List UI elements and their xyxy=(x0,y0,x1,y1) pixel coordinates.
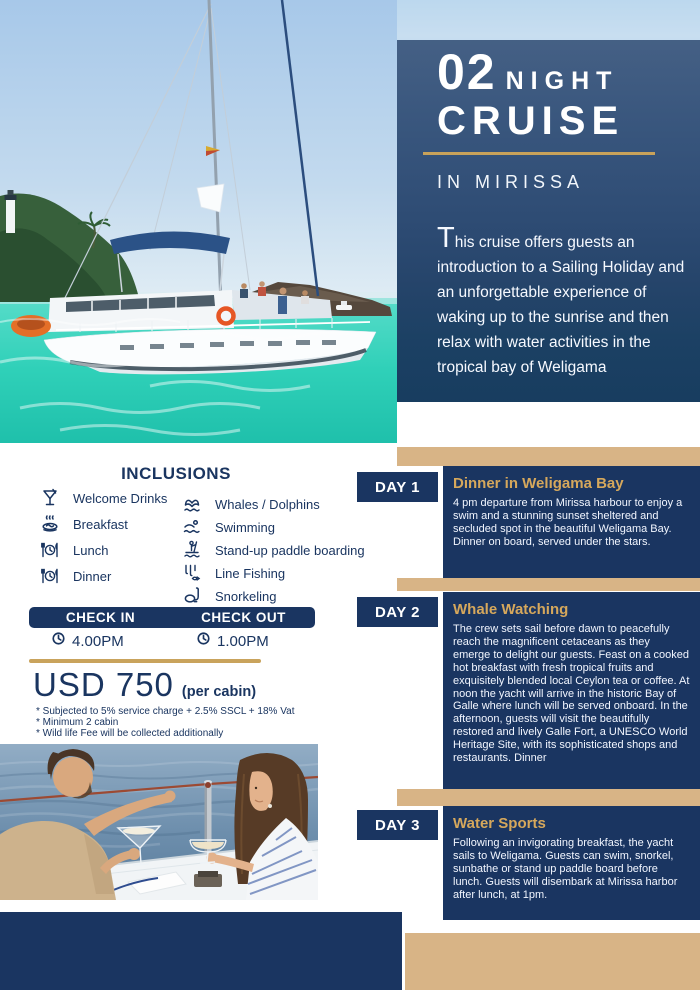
check-in-label: CHECK IN xyxy=(65,610,136,625)
price-note: * Wild life Fee will be collected additionally xyxy=(36,728,224,739)
price-note: * Subjected to 5% service charge + 2.5% SSCL + 18% Vat xyxy=(36,706,295,717)
inclusion-label: Line Fishing xyxy=(215,565,286,581)
day-2-badge: DAY 2 xyxy=(353,593,442,631)
check-in-time-group xyxy=(51,631,124,651)
list-item xyxy=(182,563,365,583)
price-block xyxy=(33,666,256,704)
list-item xyxy=(40,566,167,586)
day-1-badge: DAY 1 xyxy=(353,468,442,506)
gold-underline xyxy=(423,152,655,155)
check-out-label: CHECK OUT xyxy=(201,610,286,625)
check-in-time: 4.00PM xyxy=(72,632,124,650)
list-item xyxy=(40,540,167,560)
tan-strip xyxy=(397,789,700,806)
day-2-body: The crew sets sail before dawn to peacefully reach the magnificent cetaceans as they emerge to delight our guests. Feast on a cooked hot breakfast with fresh tropical fruits and exquisitely blended local Ceylon tea or coffee. At noon the yacht will arrive in the historic Bay of Galle where lunch will be served onboard. In the afternoon, guests will visit the beautifully restored and lively Galle Fort, a UNESCO World Heritage Site, with its sophisticated shops and restaurants. Dinner xyxy=(453,623,690,765)
meal-clock-icon xyxy=(40,540,60,560)
couple-scene xyxy=(0,744,318,900)
hero-title-cruise: CRUISE xyxy=(437,99,625,143)
day-3-title: Water Sports xyxy=(453,815,546,832)
price-notes xyxy=(36,706,294,739)
price-unit: (per cabin) xyxy=(181,684,257,700)
inclusions-heading: INCLUSIONS xyxy=(121,464,231,483)
hero-title-night: NIGHT xyxy=(505,67,619,95)
check-out-time-group xyxy=(196,631,269,651)
meal-clock-icon xyxy=(40,566,60,586)
gold-divider xyxy=(29,659,261,663)
line-fishing-icon xyxy=(182,563,202,583)
hero-panel xyxy=(397,0,700,402)
list-item xyxy=(182,517,365,537)
bottom-navy-strip xyxy=(0,912,402,990)
inclusion-label: Dinner xyxy=(73,568,112,584)
day-2-title: Whale Watching xyxy=(453,601,569,618)
day-3-body: Following an invigorating breakfast, the yacht sails to Weligama. Guests can swim, snorkel, sunbathe or stand up paddle board before lunch. Guests will disembark at Mirissa harbor after lunch, at 1pm. xyxy=(453,837,678,901)
day-1-title: Dinner in Weligama Bay xyxy=(453,475,624,492)
hero-title-number: 02 xyxy=(437,44,497,100)
inclusion-label: Stand-up paddle boarding xyxy=(215,542,365,558)
inclusion-label: Snorkeling xyxy=(215,588,277,604)
day-1-card xyxy=(443,466,700,578)
inclusions-left-list xyxy=(40,488,167,592)
whale-tail-icon xyxy=(182,494,202,514)
hero-description: This cruise offers guests an introduction to a Sailing Holiday and an unforgettable experience of waking up to the sunrise and then relax with water activities in the tropical bay of Weligama xyxy=(437,222,685,376)
hero-title xyxy=(437,44,700,100)
clock-icon xyxy=(196,631,211,651)
inclusion-label: Whales / Dolphins xyxy=(215,496,320,512)
day-3-card xyxy=(443,806,700,920)
paddle-board-icon xyxy=(182,540,202,560)
list-item xyxy=(182,540,365,560)
cocktail-icon xyxy=(40,488,60,508)
breakfast-dish-icon xyxy=(40,514,60,534)
inclusion-label: Swimming xyxy=(215,519,275,535)
couple-photo xyxy=(0,744,318,900)
tan-strip xyxy=(397,578,700,591)
list-item xyxy=(182,494,365,514)
price-value: USD 750 xyxy=(33,666,174,703)
list-item xyxy=(40,514,167,534)
check-times-row xyxy=(29,631,315,651)
inclusion-label: Breakfast xyxy=(73,516,128,532)
hero-subtitle: IN MIRISSA xyxy=(437,172,585,192)
day-2-card xyxy=(443,592,700,789)
check-out-time: 1.00PM xyxy=(217,632,269,650)
list-item xyxy=(40,488,167,508)
hero-overlay xyxy=(397,40,700,402)
swimmer-icon xyxy=(182,517,202,537)
catamaran-scene xyxy=(0,0,397,443)
price-note: * Minimum 2 cabin xyxy=(36,717,119,728)
list-item xyxy=(182,586,365,606)
inclusions-section xyxy=(0,464,365,604)
snorkel-icon xyxy=(182,586,202,606)
inclusion-label: Welcome Drinks xyxy=(73,490,168,506)
day-1-body: 4 pm departure from Mirissa harbour to enjoy a swim and a stunning sunset sheltered and secluded spot in the beautiful Weligama Bay. Dinner on board, served under the stars. xyxy=(453,497,683,548)
check-in-out-bar xyxy=(29,607,315,628)
tan-strip xyxy=(397,447,700,466)
day-3-badge: DAY 3 xyxy=(353,806,442,844)
catamaran-photo xyxy=(0,0,397,443)
clock-icon xyxy=(51,631,66,651)
tan-block xyxy=(405,933,700,990)
inclusions-right-list xyxy=(182,494,365,609)
inclusion-label: Lunch xyxy=(73,542,109,558)
